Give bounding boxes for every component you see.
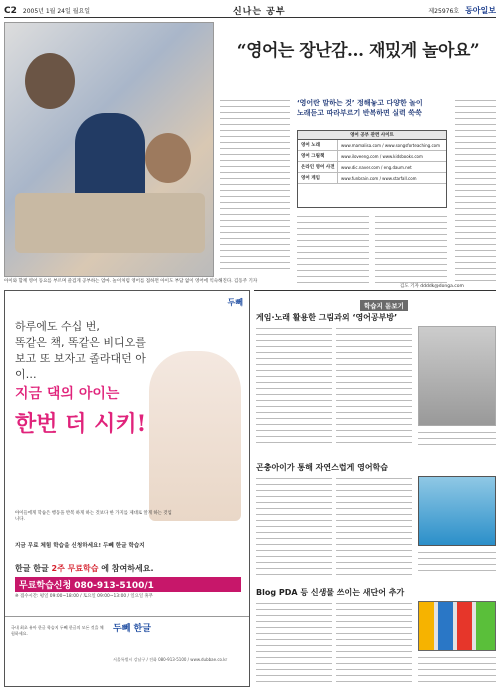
table-value: www.dic.naver.com / eng.daum.net [341, 164, 412, 170]
ad-copy: 아이들에게 학습은 행동을 반복 하게 하는 것보다 한 가지를 제대로 알게 하는 것입니다. [15, 511, 172, 522]
ad-bottom-logo: 두뻬 한글 [113, 624, 151, 634]
table-row [298, 151, 446, 162]
table-key: 온라인 영어 사전 [298, 162, 338, 172]
lead-photo [4, 22, 214, 277]
section-2-text-a [256, 476, 332, 576]
section-1-image [418, 326, 496, 426]
section-2-title: 곤충아이가 통해 자연스럽게 영어학습 [256, 463, 389, 472]
table-row [298, 162, 446, 173]
ad-trial-suffix: 에 참여하세요. [101, 564, 154, 573]
ad-trial-highlight: 2주 무료학습 [51, 564, 99, 573]
divider [254, 290, 496, 291]
table-value: www.iloveeng.com / www.kidsbooks.com [341, 153, 423, 159]
table-key: 영어 노래 [298, 140, 338, 150]
ad-trial [15, 563, 241, 574]
table-value: www.funbrain.com / www.starfall.com [341, 175, 417, 181]
section-1-text-a [256, 326, 332, 448]
section-1-text-c [418, 430, 496, 450]
table-value: www.mamalisa.com / www.songsforteaching.com [341, 142, 440, 148]
ad-cta: 지금 무료 체험 학습을 신청하세요! 두뻬 한글 학습지 [15, 543, 145, 549]
ad-hours: ※ 접수시간: 평일 09:00~18:00 / 토요일 09:00~13:00 / 일요일 휴무 [15, 594, 154, 599]
section-3-text-a [256, 601, 332, 687]
ad-line-5: 한번 더 시키! [15, 411, 147, 437]
table-key: 영어 그림책 [298, 151, 338, 161]
headline: “영어는 장난감… 재밌게 놀아요” [236, 41, 480, 61]
article-column-3 [297, 214, 369, 284]
section-title: 신나는 공부 [232, 7, 286, 17]
article-column-1 [220, 98, 290, 273]
ad-line-4: 지금 댁의 아이는 [15, 386, 120, 402]
sub-quote: ‘영어란 말하는 것’ 정해놓고 다양한 놀이 노래듣고 따라부르기 반복하면 실력 쑥쑥 [297, 99, 423, 117]
paper-logo: 동아일보 [465, 6, 496, 15]
section-3-image [418, 601, 496, 651]
table-title: 영어 공부 관련 사이트 [298, 131, 446, 140]
section-3-title: Blog PDA 등 신생물 쓰이는 새단어 추가 [256, 588, 405, 597]
ad-brand-logo: 두뻬 [227, 298, 243, 307]
ad-bottom-bar [5, 616, 249, 686]
section-2-image [418, 476, 496, 546]
ad-line-2: 똑같은 책, 똑같은 비디오를 [15, 336, 146, 349]
ad-trial-prefix: 한글 한글 [15, 564, 49, 573]
ad-girl-image [149, 351, 241, 521]
table-row [298, 173, 446, 184]
section-2-text-c [418, 550, 496, 576]
site-table [297, 130, 447, 208]
section-1-text-b [336, 326, 412, 448]
ad-line-1: 하루에도 수십 번, [15, 320, 100, 333]
masthead [4, 4, 496, 18]
section-label: 학습지 돋보기 [360, 300, 408, 311]
issue-number: 제25976호 [428, 8, 460, 15]
section-3-text-b [336, 601, 412, 687]
page-number: C2 [4, 5, 17, 16]
byline: 김도 기자 ddddk@donga.com [400, 284, 464, 289]
section-2-text-b [336, 476, 412, 576]
date: 2005년 1월 24일 월요일 [22, 8, 91, 15]
ad-line-3: 보고 또 보자고 졸라대던 아이… [15, 352, 146, 381]
table-key: 영어 게임 [298, 173, 338, 183]
article-column-2 [455, 98, 496, 283]
ad-phone[interactable]: 무료학습신청 080-913-5100/1 [15, 577, 241, 592]
table-row [298, 140, 446, 151]
article-column-4 [375, 214, 447, 284]
ad-address: 서울특별시 강남구 / 전화 080-913-5100 / www.dubbae.co.kr [113, 657, 228, 662]
section-1-title: 게임·노래 활용한 그림과외 ‘영어공부방’ [256, 313, 398, 322]
photo-caption: 아이와 함께 영어 동요를 부르며 즐겁게 공부하는 엄마. 놀이처럼 영어를 접하면 아이도 부담 없이 영어에 익숙해진다. 김동주 기자 [4, 279, 258, 284]
advertisement[interactable] [4, 290, 250, 687]
ad-bottom-box: 국내 최초 유아 한글 학습지 두뻬 한글의 모든 것을 체험하세요. [11, 625, 104, 636]
section-3-text-c [418, 655, 496, 687]
ad-headline [15, 319, 155, 383]
